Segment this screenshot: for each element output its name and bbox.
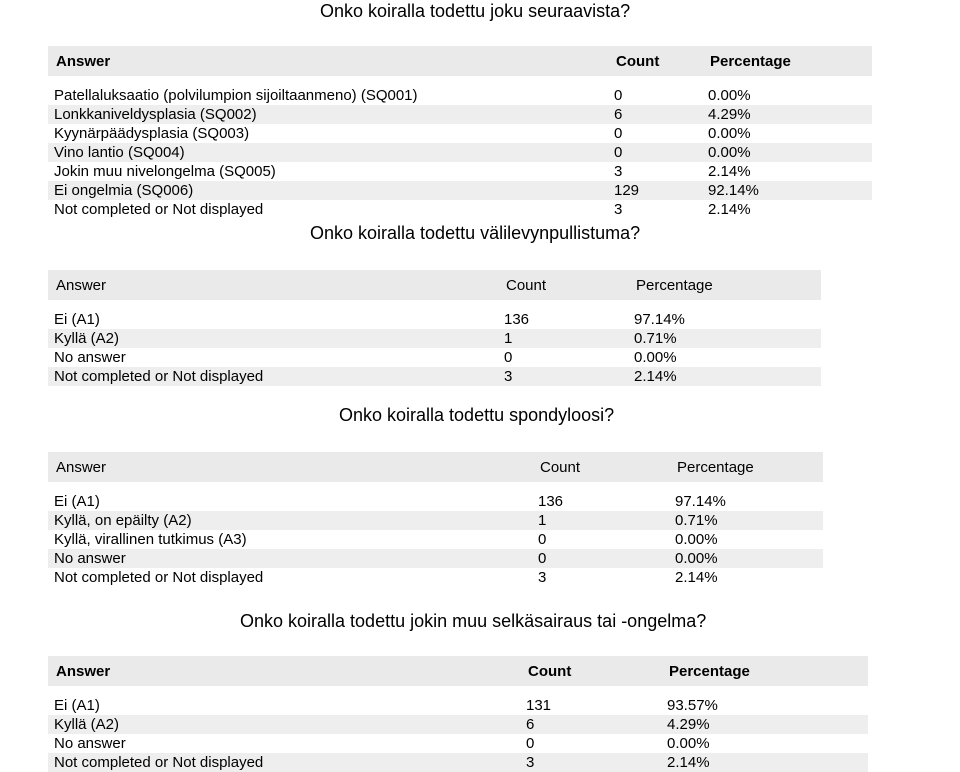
count-cell: 0 (532, 549, 669, 568)
percentage-cell: 0.00% (702, 143, 872, 162)
count-cell: 3 (532, 568, 669, 587)
table-header-row (48, 452, 823, 482)
percentage-cell: 4.29% (661, 715, 868, 734)
answer-cell: Kyllä (A2) (48, 715, 520, 734)
answer-cell: Not completed or Not displayed (48, 568, 532, 587)
table-row (48, 143, 872, 162)
table-row (48, 162, 872, 181)
table-row (48, 753, 868, 772)
percentage-cell: 92.14% (702, 181, 872, 200)
answers-table (48, 270, 821, 386)
answer-header: Answer (48, 46, 608, 76)
table-row (48, 492, 823, 511)
percentage-cell: 97.14% (669, 492, 823, 511)
question-title: Onko koiralla todettu joku seuraavista? (320, 1, 631, 21)
answer-cell: Not completed or Not displayed (48, 367, 498, 386)
answer-cell: No answer (48, 734, 520, 753)
answer-cell: Patellaluksaatio (polvilumpion sijoiltaanmeno) (SQ001) (48, 86, 608, 105)
percentage-cell: 0.00% (669, 530, 823, 549)
table-row (48, 124, 872, 143)
table-row (48, 549, 823, 568)
answer-cell: No answer (48, 549, 532, 568)
percentage-cell: 0.71% (669, 511, 823, 530)
table-header-row (48, 46, 872, 76)
count-cell: 129 (608, 181, 702, 200)
count-cell: 0 (498, 348, 628, 367)
count-cell: 1 (532, 511, 669, 530)
percentage-header: Percentage (628, 270, 821, 300)
question-title: Onko koiralla todettu jokin muu selkäsairaus tai -ongelma? (240, 611, 707, 631)
percentage-cell: 0.00% (702, 86, 872, 105)
count-cell: 6 (608, 105, 702, 124)
count-cell: 0 (608, 124, 702, 143)
answer-cell: No answer (48, 348, 498, 367)
percentage-cell: 2.14% (661, 753, 868, 772)
table-row (48, 715, 868, 734)
answer-cell: Lonkkaniveldysplasia (SQ002) (48, 105, 608, 124)
answer-cell: Kyllä, on epäilty (A2) (48, 511, 532, 530)
answer-cell: Vino lantio (SQ004) (48, 143, 608, 162)
answers-table (48, 656, 868, 772)
table-row (48, 181, 872, 200)
count-cell: 6 (520, 715, 661, 734)
percentage-cell: 0.00% (628, 348, 821, 367)
count-cell: 136 (532, 492, 669, 511)
table-row (48, 86, 872, 105)
table-row (48, 310, 821, 329)
answer-cell: Jokin muu nivelongelma (SQ005) (48, 162, 608, 181)
count-header: Count (532, 452, 669, 482)
percentage-cell: 93.57% (661, 696, 868, 715)
answers-table (48, 452, 823, 587)
table-row (48, 367, 821, 386)
percentage-cell: 2.14% (702, 200, 872, 219)
table-header-row (48, 656, 868, 686)
percentage-cell: 97.14% (628, 310, 821, 329)
table-row (48, 568, 823, 587)
count-cell: 3 (498, 367, 628, 386)
table-row (48, 511, 823, 530)
answer-cell: Not completed or Not displayed (48, 200, 608, 219)
count-cell: 131 (520, 696, 661, 715)
count-header: Count (520, 656, 661, 686)
percentage-cell: 4.29% (702, 105, 872, 124)
percentage-header: Percentage (669, 452, 823, 482)
count-cell: 3 (608, 200, 702, 219)
percentage-cell: 0.00% (702, 124, 872, 143)
answer-cell: Kyynärpäädysplasia (SQ003) (48, 124, 608, 143)
percentage-cell: 0.71% (628, 329, 821, 348)
count-cell: 0 (520, 734, 661, 753)
table-row (48, 329, 821, 348)
percentage-cell: 2.14% (669, 568, 823, 587)
answer-cell: Not completed or Not displayed (48, 753, 520, 772)
table-row (48, 734, 868, 753)
answer-header: Answer (48, 270, 498, 300)
question-title: Onko koiralla todettu välilevynpullistuma? (310, 223, 641, 243)
answers-table (48, 46, 872, 219)
table-row (48, 105, 872, 124)
count-cell: 1 (498, 329, 628, 348)
table-row (48, 696, 868, 715)
table-row (48, 530, 823, 549)
answer-cell: Kyllä (A2) (48, 329, 498, 348)
answer-header: Answer (48, 452, 532, 482)
question-title: Onko koiralla todettu spondyloosi? (339, 405, 615, 425)
table-row (48, 348, 821, 367)
percentage-cell: 2.14% (702, 162, 872, 181)
answer-cell: Ei (A1) (48, 696, 520, 715)
count-cell: 0 (608, 86, 702, 105)
count-cell: 3 (608, 162, 702, 181)
answer-cell: Ei (A1) (48, 310, 498, 329)
answer-cell: Kyllä, virallinen tutkimus (A3) (48, 530, 532, 549)
table-header-row (48, 270, 821, 300)
percentage-header: Percentage (702, 46, 872, 76)
count-cell: 136 (498, 310, 628, 329)
count-header: Count (608, 46, 702, 76)
percentage-cell: 0.00% (661, 734, 868, 753)
answer-cell: Ei (A1) (48, 492, 532, 511)
answer-cell: Ei ongelmia (SQ006) (48, 181, 608, 200)
percentage-header: Percentage (661, 656, 868, 686)
count-cell: 3 (520, 753, 661, 772)
percentage-cell: 0.00% (669, 549, 823, 568)
count-cell: 0 (608, 143, 702, 162)
count-cell: 0 (532, 530, 669, 549)
table-row (48, 200, 872, 219)
count-header: Count (498, 270, 628, 300)
answer-header: Answer (48, 656, 520, 686)
percentage-cell: 2.14% (628, 367, 821, 386)
